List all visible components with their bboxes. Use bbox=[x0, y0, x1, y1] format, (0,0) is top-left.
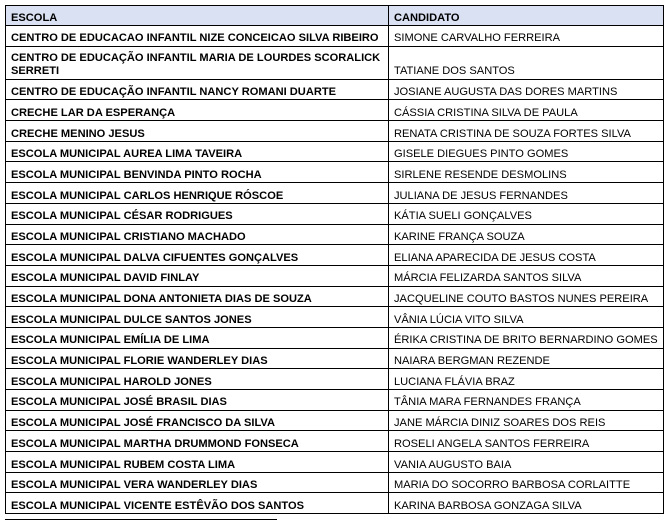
school-cell: CRECHE MENINO JESUS bbox=[6, 121, 389, 142]
school-cell: ESCOLA MUNICIPAL DULCE SANTOS JONES bbox=[6, 307, 389, 328]
header-candidate: CANDIDATO bbox=[389, 6, 664, 26]
table-header-row bbox=[6, 6, 664, 26]
table-row bbox=[6, 121, 664, 142]
table-row bbox=[6, 79, 664, 100]
candidate-cell: TATIANE DOS SANTOS bbox=[389, 46, 664, 79]
school-cell: ESCOLA MUNICIPAL AUREA LIMA TAVEIRA bbox=[6, 141, 389, 162]
table-row bbox=[6, 431, 664, 452]
candidate-cell: ROSELI ANGELA SANTOS FERREIRA bbox=[389, 431, 664, 452]
table-row bbox=[6, 183, 664, 204]
table-row bbox=[6, 26, 664, 47]
candidate-cell: ELIANA APARECIDA DE JESUS COSTA bbox=[389, 245, 664, 266]
school-cell: ESCOLA MUNICIPAL CARLOS HENRIQUE RÓSCOE bbox=[6, 183, 389, 204]
candidate-cell: VÂNIA LÚCIA VITO SILVA bbox=[389, 307, 664, 328]
school-cell: ESCOLA MUNICIPAL DAVID FINLAY bbox=[6, 265, 389, 286]
table-row bbox=[6, 410, 664, 431]
school-cell: ESCOLA MUNICIPAL DALVA CIFUENTES GONÇALVES bbox=[6, 245, 389, 266]
school-cell: CENTRO DE EDUCACAO INFANTIL NIZE CONCEICAO SILVA RIBEIRO bbox=[6, 26, 389, 47]
school-cell: ESCOLA MUNICIPAL VERA WANDERLEY DIAS bbox=[6, 472, 389, 493]
candidate-cell: KARINA BARBOSA GONZAGA SILVA bbox=[389, 493, 664, 514]
table-row bbox=[6, 348, 664, 369]
school-cell: ESCOLA MUNICIPAL MARTHA DRUMMOND FONSECA bbox=[6, 431, 389, 452]
candidate-cell: CÁSSIA CRISTINA SILVA DE PAULA bbox=[389, 100, 664, 121]
table-row bbox=[6, 369, 664, 390]
table-row bbox=[6, 265, 664, 286]
candidate-cell: JANE MÁRCIA DINIZ SOARES DOS REIS bbox=[389, 410, 664, 431]
table-row bbox=[6, 100, 664, 121]
candidate-cell: LUCIANA FLÁVIA BRAZ bbox=[389, 369, 664, 390]
school-cell: CRECHE LAR DA ESPERANÇA bbox=[6, 100, 389, 121]
table-row bbox=[6, 224, 664, 245]
school-cell: ESCOLA MUNICIPAL BENVINDA PINTO ROCHA bbox=[6, 162, 389, 183]
table-row bbox=[6, 286, 664, 307]
candidate-cell: JULIANA DE JESUS FERNANDES bbox=[389, 183, 664, 204]
table-row bbox=[6, 493, 664, 514]
table-row bbox=[6, 452, 664, 473]
candidate-cell: VANIA AUGUSTO BAIA bbox=[389, 452, 664, 473]
candidate-cell: TÂNIA MARA FERNANDES FRANÇA bbox=[389, 390, 664, 411]
candidate-cell: ÉRIKA CRISTINA DE BRITO BERNARDINO GOMES bbox=[389, 327, 664, 348]
table-row bbox=[6, 141, 664, 162]
school-cell: ESCOLA MUNICIPAL CRISTIANO MACHADO bbox=[6, 224, 389, 245]
candidate-cell: RENATA CRISTINA DE SOUZA FORTES SILVA bbox=[389, 121, 664, 142]
candidate-cell: NAIARA BERGMAN REZENDE bbox=[389, 348, 664, 369]
school-cell: ESCOLA MUNICIPAL CÉSAR RODRIGUES bbox=[6, 203, 389, 224]
table-row bbox=[6, 46, 664, 79]
schools-candidates-table bbox=[5, 5, 664, 514]
candidate-cell: JACQUELINE COUTO BASTOS NUNES PEREIRA bbox=[389, 286, 664, 307]
candidate-cell: MARIA DO SOCORRO BARBOSA CORLAITTE bbox=[389, 472, 664, 493]
candidate-cell: SIMONE CARVALHO FERREIRA bbox=[389, 26, 664, 47]
table-row bbox=[6, 245, 664, 266]
candidate-cell: SIRLENE RESENDE DESMOLINS bbox=[389, 162, 664, 183]
table-row bbox=[6, 307, 664, 328]
header-school: ESCOLA bbox=[6, 6, 389, 26]
school-cell: CENTRO DE EDUCAÇÃO INFANTIL MARIA DE LOURDES SCORALICK SERRETI bbox=[6, 46, 389, 79]
candidate-cell: KÁTIA SUELI GONÇALVES bbox=[389, 203, 664, 224]
table-row bbox=[6, 327, 664, 348]
school-cell: CENTRO DE EDUCAÇÃO INFANTIL NANCY ROMANI DUARTE bbox=[6, 79, 389, 100]
school-cell: ESCOLA MUNICIPAL RUBEM COSTA LIMA bbox=[6, 452, 389, 473]
table-row bbox=[6, 390, 664, 411]
school-cell: ESCOLA MUNICIPAL EMÍLIA DE LIMA bbox=[6, 327, 389, 348]
candidate-cell: JOSIANE AUGUSTA DAS DORES MARTINS bbox=[389, 79, 664, 100]
school-cell: ESCOLA MUNICIPAL HAROLD JONES bbox=[6, 369, 389, 390]
candidate-cell: GISELE DIEGUES PINTO GOMES bbox=[389, 141, 664, 162]
table-row bbox=[6, 203, 664, 224]
table-row bbox=[6, 472, 664, 493]
candidate-cell: MÁRCIA FELIZARDA SANTOS SILVA bbox=[389, 265, 664, 286]
footnote-separator bbox=[5, 519, 277, 520]
table-row bbox=[6, 162, 664, 183]
school-cell: ESCOLA MUNICIPAL VICENTE ESTÊVÃO DOS SANTOS bbox=[6, 493, 389, 514]
candidate-cell: KARINE FRANÇA SOUZA bbox=[389, 224, 664, 245]
school-cell: ESCOLA MUNICIPAL JOSÉ FRANCISCO DA SILVA bbox=[6, 410, 389, 431]
school-cell: ESCOLA MUNICIPAL FLORIE WANDERLEY DIAS bbox=[6, 348, 389, 369]
school-cell: ESCOLA MUNICIPAL DONA ANTONIETA DIAS DE SOUZA bbox=[6, 286, 389, 307]
school-cell: ESCOLA MUNICIPAL JOSÉ BRASIL DIAS bbox=[6, 390, 389, 411]
